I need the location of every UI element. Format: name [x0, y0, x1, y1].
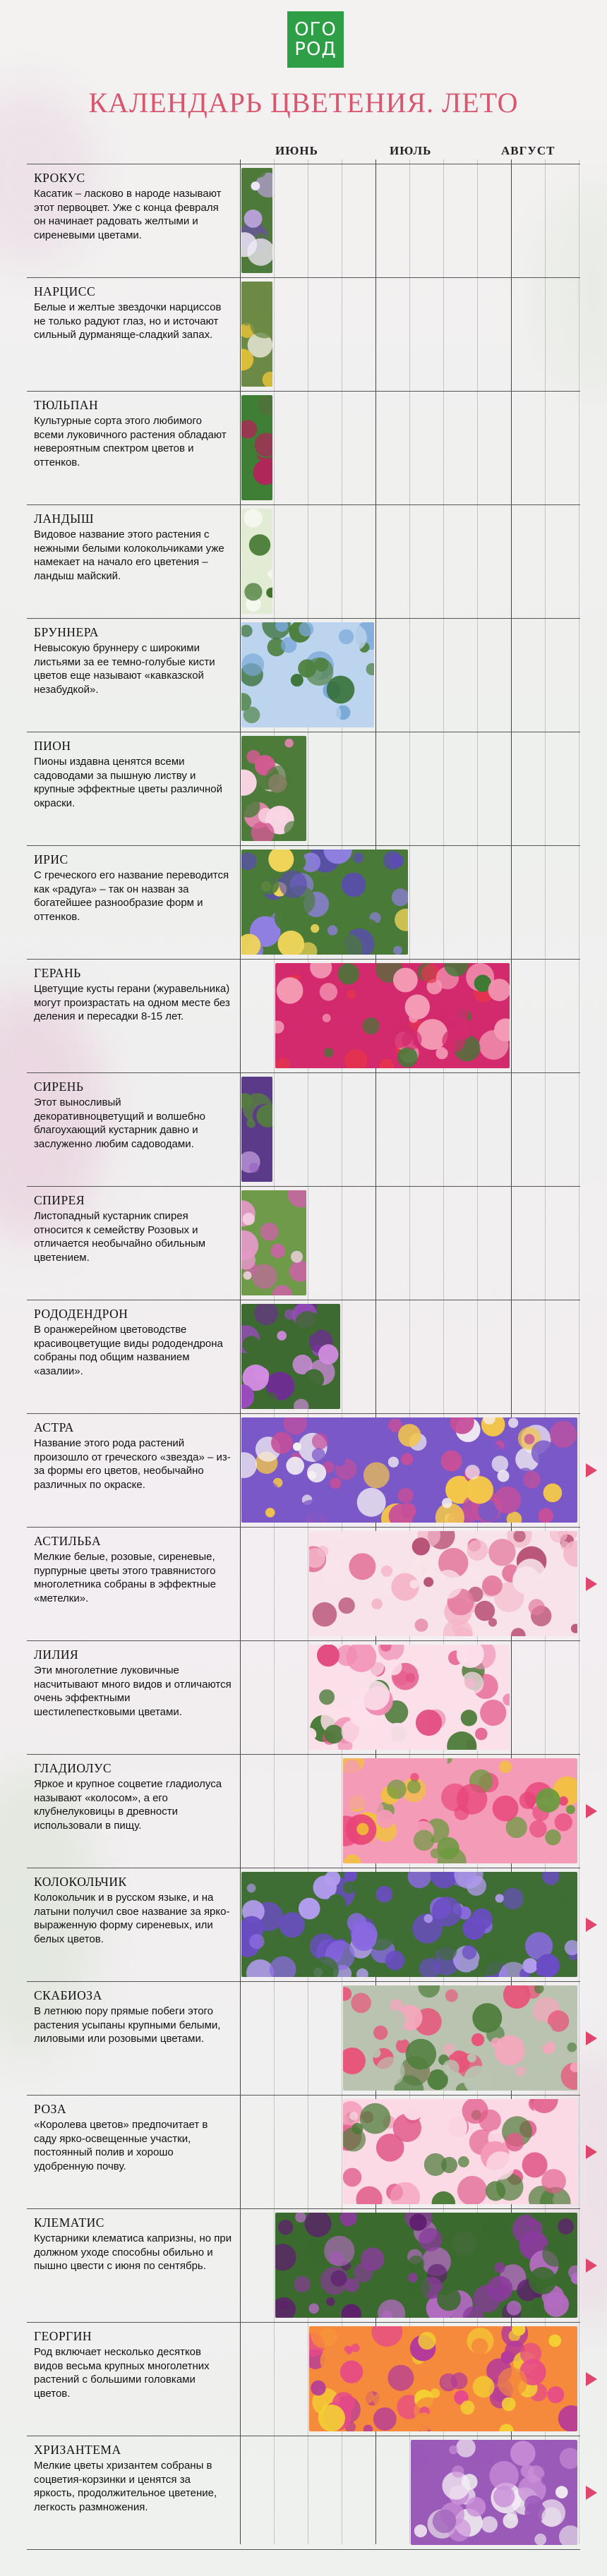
- bloom-period-bar: [343, 2099, 577, 2204]
- bloom-period-bar: [411, 2440, 577, 2545]
- month-label-june: ИЮНЬ: [275, 144, 318, 157]
- month-label-july: ИЮЛЬ: [390, 144, 432, 157]
- continues-arrow-icon: [586, 2486, 597, 2500]
- continues-arrow-icon: [586, 2372, 597, 2386]
- flower-description: Мелкие цветы хризантем собраны в соцветия-корзинки и ценятся за яркость, продолжительное цветение, легкость размножения.: [34, 2460, 217, 2513]
- flower-description: Культурные сорта этого любимого всеми луковичного растения обладают невероятным спектром цветов и оттенков.: [34, 415, 227, 468]
- flower-name: КРОКУС: [34, 171, 85, 185]
- flower-description: Мелкие белые, розовые, сиреневые, пурпурные цветы этого травянистого многолетника собраны в эффектные «метелки».: [34, 1551, 216, 1604]
- flower-info: [27, 1186, 240, 1300]
- flower-description: «Королева цветов» предпочитает в саду ярко-освещенные участки, постоянный полив и хорошо удобренную почву.: [34, 2119, 208, 2172]
- flower-description: В летнюю пору прямые побеги этого растения усыпаны крупными белыми, лиловыми или розовыми цветами.: [34, 2005, 221, 2045]
- bloom-period-bar: [241, 622, 374, 727]
- flower-name: ГЛАДИОЛУС: [34, 1761, 112, 1775]
- bloom-period-bar: [241, 1077, 272, 1182]
- bloom-period-bar: [241, 395, 272, 500]
- flower-info: [27, 1072, 240, 1186]
- flower-name: АСТИЛЬБА: [34, 1534, 102, 1548]
- flower-description: Пионы издавна ценятся всеми садоводами за пышную листву и крупные эффектные цветы различной окраски.: [34, 756, 223, 809]
- logo-line-2: РОД: [294, 39, 337, 60]
- flower-name: АСТРА: [34, 1420, 74, 1434]
- flower-info: [27, 1527, 240, 1640]
- continues-arrow-icon: [586, 1463, 597, 1477]
- bloom-period-bar: [241, 1417, 577, 1523]
- bloom-period-bar: [309, 1645, 510, 1750]
- flower-description: Касатик – ласково в народе называют этот первоцвет. Уже с конца февраля он начинает радовать желтыми и сиреневыми цветами.: [34, 188, 222, 241]
- bloom-period-bar: [343, 1758, 577, 1863]
- ogorod-logo[interactable]: [287, 11, 344, 68]
- flower-name: ГЕОРГИН: [34, 2329, 92, 2343]
- flower-name: СПИРЕЯ: [34, 1193, 85, 1207]
- flower-info: [27, 164, 240, 277]
- flower-name: ИРИС: [34, 852, 68, 866]
- flower-description: Колокольчик и в русском языке, и на латыни получил свое название за ярко-выраженную форму сиреневых, или белых цветов.: [34, 1892, 230, 1945]
- bloom-period-bar: [241, 1304, 340, 1409]
- flower-description: Кустарники клематиса капризны, но при должном уходе способны обильно и пышно цвести с июня по сентябрь.: [34, 2232, 232, 2272]
- continues-arrow-icon: [586, 2031, 597, 2045]
- flower-description: С греческого его название переводится как «радуга» – так он назван за богатейшее разнообразие форм и оттенков.: [34, 869, 229, 923]
- flower-name: ПИОН: [34, 739, 71, 753]
- flower-info: [27, 1413, 240, 1527]
- flower-info: [27, 2208, 240, 2322]
- flower-name: КЛЕМАТИС: [34, 2215, 104, 2230]
- flower-name: ХРИЗАНТЕМА: [34, 2443, 121, 2457]
- flower-name: БРУННЕРА: [34, 625, 99, 639]
- flower-description: Название этого рода растений произошло от греческого «звезда» – из-за формы его цветов, необычайно различных по окраске.: [34, 1437, 231, 1491]
- page-title: КАЛЕНДАРЬ ЦВЕТЕНИЯ. ЛЕТО: [88, 87, 519, 119]
- month-label-august: АВГУСТ: [501, 144, 555, 157]
- flower-description: Яркое и крупное соцветие гладиолуса называют «колосом», а его клубнелуковицы в древности использовали в пищу.: [34, 1778, 222, 1832]
- flower-name: ТЮЛЬПАН: [34, 398, 99, 412]
- flower-name: СКАБИОЗА: [34, 1988, 102, 2002]
- flower-info: [27, 1981, 240, 2095]
- bloom-period-bar: [241, 509, 272, 614]
- bloom-period-bar: [241, 168, 272, 273]
- continues-arrow-icon: [586, 1804, 597, 1818]
- bloom-period-bar: [241, 1872, 577, 1977]
- bloom-period-bar: [343, 1985, 577, 2091]
- flower-name: ЛАНДЫШ: [34, 512, 94, 526]
- continues-arrow-icon: [586, 1577, 597, 1591]
- flower-description: Видовое название этого растения с нежными белыми колокольчиками уже намекает на начало его цветения – ландыш майский.: [34, 528, 224, 582]
- logo-line-1: ОГО: [294, 19, 337, 40]
- continues-arrow-icon: [586, 2258, 597, 2273]
- flower-info: [27, 732, 240, 845]
- week-gridline: [240, 159, 241, 2544]
- bloom-period-bar: [275, 963, 510, 1068]
- bloom-period-bar: [241, 736, 306, 841]
- continues-arrow-icon: [586, 1918, 597, 1932]
- flower-description: Цветущие кусты герани (журавельника) могут произрастать на одном месте без деления и пересадки 8-15 лет.: [34, 983, 230, 1022]
- bloom-period-bar: [309, 1531, 577, 1636]
- flower-info: [27, 277, 240, 391]
- bloom-period-bar: [275, 2213, 577, 2318]
- flower-name: ЛИЛИЯ: [34, 1647, 79, 1662]
- flower-info: [27, 1640, 240, 1754]
- flower-info: [27, 959, 240, 1072]
- flower-name: ГЕРАНЬ: [34, 966, 81, 980]
- flower-description: Белые и желтые звездочки нарциссов не только радуют глаз, но и источают сильный дурманяще-сладкий запах.: [34, 301, 222, 341]
- continues-arrow-icon: [586, 2145, 597, 2159]
- flower-name: СИРЕНЬ: [34, 1080, 84, 1094]
- flower-description: Невысокую бруннеру с широкими листьями за ее темно-голубые кисти цветов еще называют «кавказской незабудкой».: [34, 642, 215, 696]
- flower-info: [27, 504, 240, 618]
- row-divider: [27, 2549, 580, 2550]
- bloom-period-bar: [241, 1190, 306, 1295]
- flower-name: РОЗА: [34, 2102, 66, 2116]
- bloom-period-bar: [241, 282, 272, 387]
- flower-description: Эти многолетние луковичные насчитывают много видов и отличаются очень эффектными шестилепестковыми цветами.: [34, 1664, 232, 1718]
- flower-name: РОДОДЕНДРОН: [34, 1307, 128, 1321]
- flower-name: КОЛОКОЛЬЧИК: [34, 1875, 127, 1889]
- flower-description: Этот выносливый декоративноцветущий и волшебно благоухающий кустарник давно и заслуженно любим садоводами.: [34, 1096, 205, 1150]
- bloom-period-bar: [241, 849, 408, 955]
- flower-description: Род включает несколько десятков видов весьма крупных многолетних растений с большими головками цветов.: [34, 2346, 210, 2400]
- flower-info: [27, 618, 240, 732]
- flower-info: [27, 2095, 240, 2208]
- flower-info: [27, 2436, 240, 2549]
- flower-info: [27, 845, 240, 959]
- flower-description: В оранжерейном цветоводстве красивоцветущие виды рододендрона собраны под общим названием «азалии».: [34, 1324, 223, 1377]
- flower-info: [27, 1754, 240, 1868]
- bloom-period-bar: [309, 2326, 577, 2431]
- flower-info: [27, 391, 240, 504]
- flower-description: Листопадный кустарник спирея относится к семейству Розовых и отличается необычайно обильным цветением.: [34, 1210, 206, 1264]
- flower-info: [27, 2322, 240, 2436]
- flower-name: НАРЦИСС: [34, 284, 96, 298]
- flower-info: [27, 1868, 240, 1981]
- flower-info: [27, 1300, 240, 1413]
